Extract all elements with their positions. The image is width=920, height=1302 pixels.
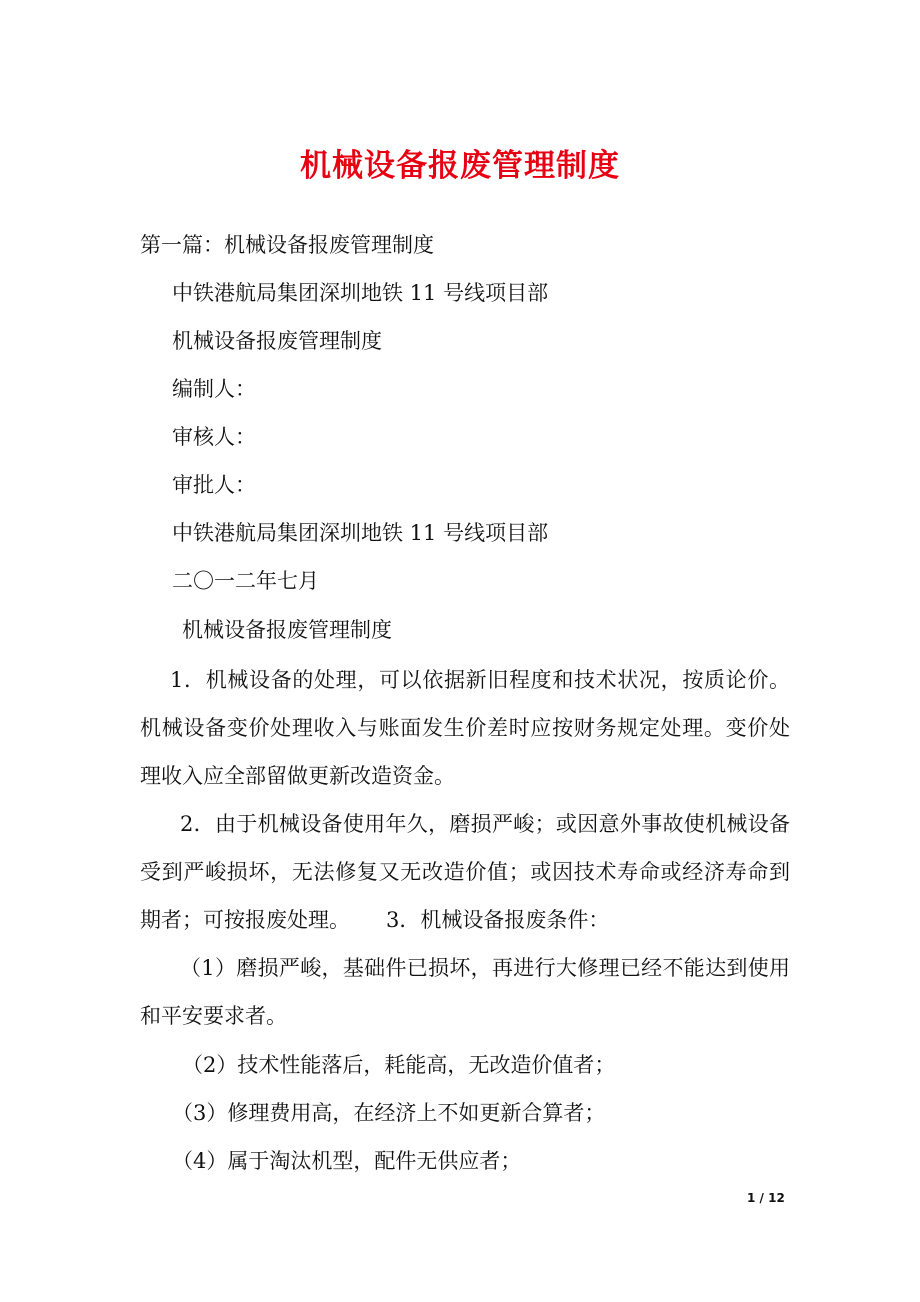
organization-line: 中铁港航局集团深圳地铁 11 号线项目部 [172,281,549,305]
paragraph-1: 1．机械设备的处理，可以依据新旧程度和技术状况，按质论价。机械设备变价处理收入与账面发生价差时应按财务规定处理。变价处理收入应全部留做更新改造资金。 [140,668,790,788]
subtitle-line: 机械设备报废管理制度 [172,329,382,353]
condition-item-4: （4）属于淘汰机型，配件无供应者； [172,1149,522,1173]
document-title: 机械设备报废管理制度 [300,148,620,184]
page-indicator: 1 / 12 [747,1191,785,1205]
reviewer-label: 审核人： [172,425,256,449]
condition-item-3: （3）修理费用高，在经济上不如更新合算者； [172,1101,606,1125]
condition-item-1: （1）磨损严峻，基础件已损坏，再进行大修理已经不能达到使用和平安要求者。 [140,956,790,1028]
paragraph-3-inline-heading: 3．机械设备报废条件： [386,908,610,932]
organization-line-repeat: 中铁港航局集团深圳地铁 11 号线项目部 [172,521,549,545]
paragraph-2 [140,800,790,944]
condition-item-2: （2）技术性能落后，耗能高，无改造价值者； [182,1053,616,1077]
editor-label: 编制人： [172,377,256,401]
section-title: 机械设备报废管理制度 [182,618,392,642]
part-heading: 第一篇：机械设备报废管理制度 [140,233,434,257]
date-line: 二〇一二年七月 [172,569,319,593]
paragraph-2-text: 2．由于机械设备使用年久，磨损严峻；或因意外事故使机械设备受到严峻损坏，无法修复又无改造价值；或因技术寿命或经济寿命到期者；可按报废处理。 [140,812,790,932]
approver-label: 审批人： [172,473,256,497]
